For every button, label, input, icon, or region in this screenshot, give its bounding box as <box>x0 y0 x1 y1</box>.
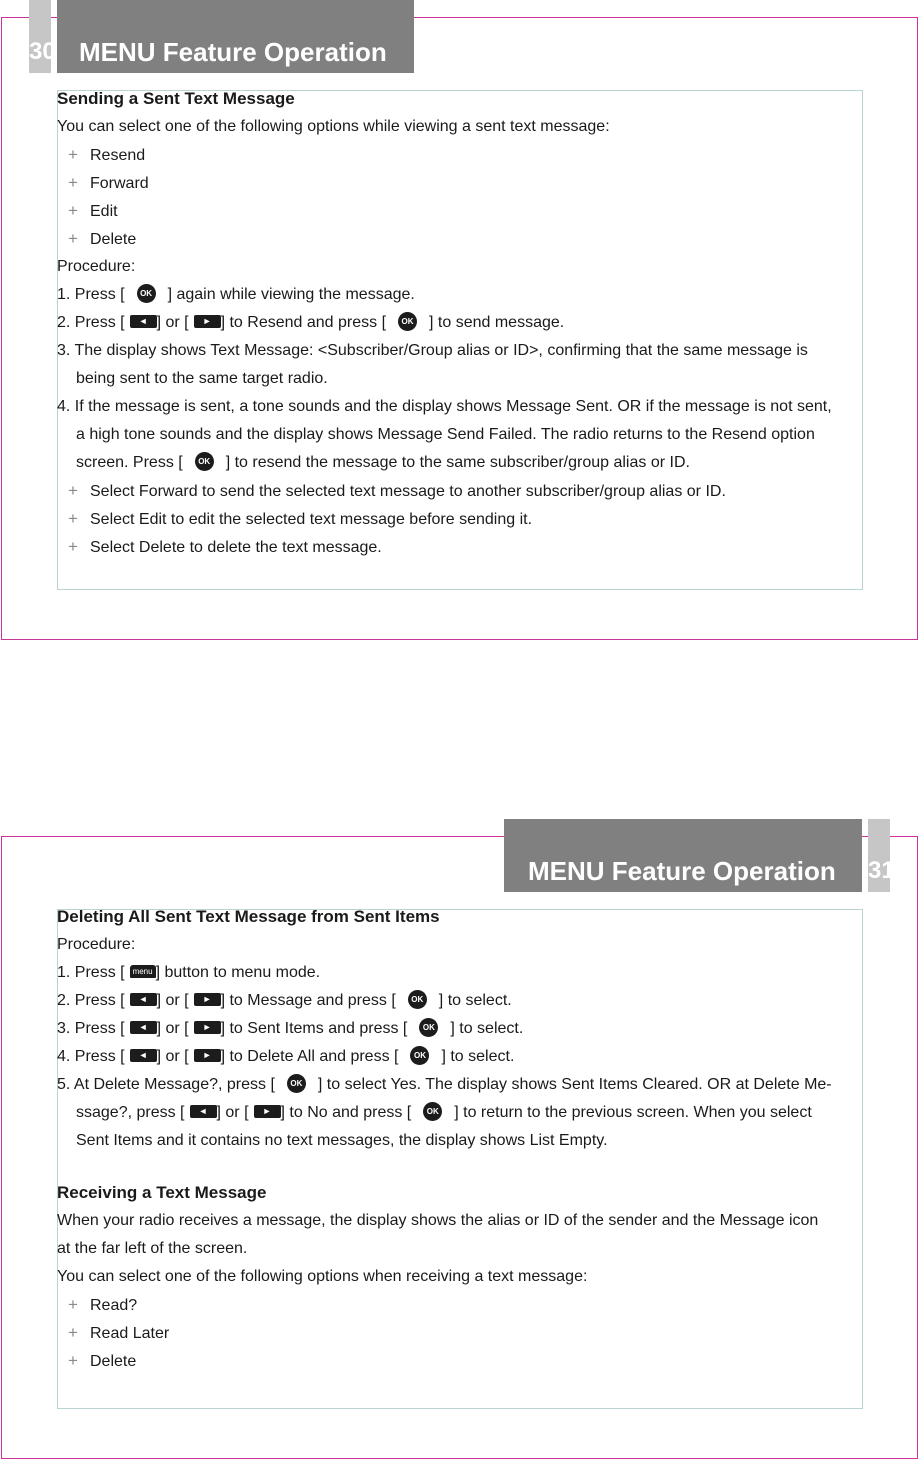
step-5-cont: ssage?, press [ ◄ ] or [ ► ] to No and press [ OK ] to return to the previous screen. When you select <box>76 1103 812 1123</box>
ok-key-icon: OK <box>398 312 417 331</box>
right-arrow-key-icon: ► <box>194 1021 221 1034</box>
plus-icon: + <box>68 1295 78 1314</box>
plus-icon: + <box>68 509 78 528</box>
option-item: + Resend <box>68 145 146 164</box>
sub-option: + Select Edit to edit the selected text message before sending it. <box>68 509 533 528</box>
heading-receiving-text-message: Receiving a Text Message <box>57 1183 267 1202</box>
step-5: 5. At Delete Message?, press [ OK ] to select Yes. The display shows Sent Items Cleared. OR at Delete Me- <box>57 1075 832 1095</box>
step-3-cont: being sent to the same target radio. <box>76 370 328 387</box>
right-arrow-key-icon: ► <box>254 1105 281 1118</box>
plus-icon: + <box>68 173 78 192</box>
procedure-label: Procedure: <box>57 936 136 953</box>
ok-key-icon: OK <box>408 990 427 1009</box>
ok-key-icon: OK <box>137 284 156 303</box>
sub-option: + Select Forward to send the selected text message to another subscriber/group alias or ID. <box>68 481 726 500</box>
paragraph: at the far left of the screen. <box>57 1240 248 1257</box>
paragraph: You can select one of the following options when receiving a text message: <box>57 1268 588 1285</box>
step-4: 4. If the message is sent, a tone sounds and the display shows Message Sent. OR if the message is not sent, <box>57 398 832 415</box>
plus-icon: + <box>68 1323 78 1342</box>
left-arrow-key-icon: ◄ <box>130 1021 157 1034</box>
step-4: 4. Press [ ◄ ] or [ ► ] to Delete All and press [ OK ] to select. <box>57 1047 514 1067</box>
plus-icon: + <box>68 1351 78 1370</box>
step-5-cont: Sent Items and it contains no text messages, the display shows List Empty. <box>76 1132 608 1149</box>
step-1: 1. Press [ menu ] button to menu mode. <box>57 964 321 981</box>
right-arrow-key-icon: ► <box>194 1049 221 1062</box>
heading-deleting-all-sent: Deleting All Sent Text Message from Sent Items <box>57 907 440 926</box>
right-arrow-key-icon: ► <box>194 315 221 328</box>
step-3: 3. The display shows Text Message: <Subscriber/Group alias or ID>, confirming that the same message is <box>57 342 808 359</box>
ok-key-icon: OK <box>419 1018 438 1037</box>
option-item: + Delete <box>68 229 137 248</box>
left-arrow-key-icon: ◄ <box>190 1105 217 1118</box>
ok-key-icon: OK <box>195 452 214 471</box>
plus-icon: + <box>68 537 78 556</box>
paragraph: When your radio receives a message, the display shows the alias or ID of the sender and the Message icon <box>57 1212 819 1229</box>
step-2: 2. Press [ ◄ ] or [ ► ] to Message and press [ OK ] to select. <box>57 991 512 1011</box>
option-item: + Forward <box>68 173 149 192</box>
ok-key-icon: OK <box>423 1102 442 1121</box>
step-1: 1. Press [ OK ] again while viewing the message. <box>57 285 415 305</box>
section-title: MENU Feature Operation <box>504 819 862 892</box>
plus-icon: + <box>68 229 78 248</box>
intro-text: You can select one of the following options while viewing a sent text message: <box>57 118 610 135</box>
sub-option: + Select Delete to delete the text message. <box>68 537 382 556</box>
ok-key-icon: OK <box>287 1074 306 1093</box>
step-2: 2. Press [ ◄ ] or [ ► ] to Resend and press [ OK ] to send message. <box>57 313 564 333</box>
option-item: + Read? <box>68 1295 138 1314</box>
plus-icon: + <box>68 481 78 500</box>
plus-icon: + <box>68 145 78 164</box>
page-number: 30 <box>29 0 51 73</box>
menu-key-icon: menu <box>130 965 156 978</box>
left-arrow-key-icon: ◄ <box>130 1049 157 1062</box>
heading-sending-sent-text-message: Sending a Sent Text Message <box>57 89 295 108</box>
page-number: 31 <box>868 819 890 892</box>
right-arrow-key-icon: ► <box>194 993 221 1006</box>
option-item: + Edit <box>68 201 118 220</box>
plus-icon: + <box>68 201 78 220</box>
option-item: + Read Later <box>68 1323 170 1342</box>
step-4-cont: screen. Press [ OK ] to resend the message to the same subscriber/group alias or ID. <box>76 453 690 473</box>
ok-key-icon: OK <box>410 1046 429 1065</box>
left-arrow-key-icon: ◄ <box>130 315 157 328</box>
procedure-label: Procedure: <box>57 258 136 275</box>
step-4-cont: a high tone sounds and the display shows Message Send Failed. The radio returns to the Resend option <box>76 426 815 443</box>
option-item: + Delete <box>68 1351 137 1370</box>
section-title: MENU Feature Operation <box>57 0 414 73</box>
left-arrow-key-icon: ◄ <box>130 993 157 1006</box>
step-3: 3. Press [ ◄ ] or [ ► ] to Sent Items and press [ OK ] to select. <box>57 1019 523 1039</box>
content-box <box>57 909 863 1409</box>
